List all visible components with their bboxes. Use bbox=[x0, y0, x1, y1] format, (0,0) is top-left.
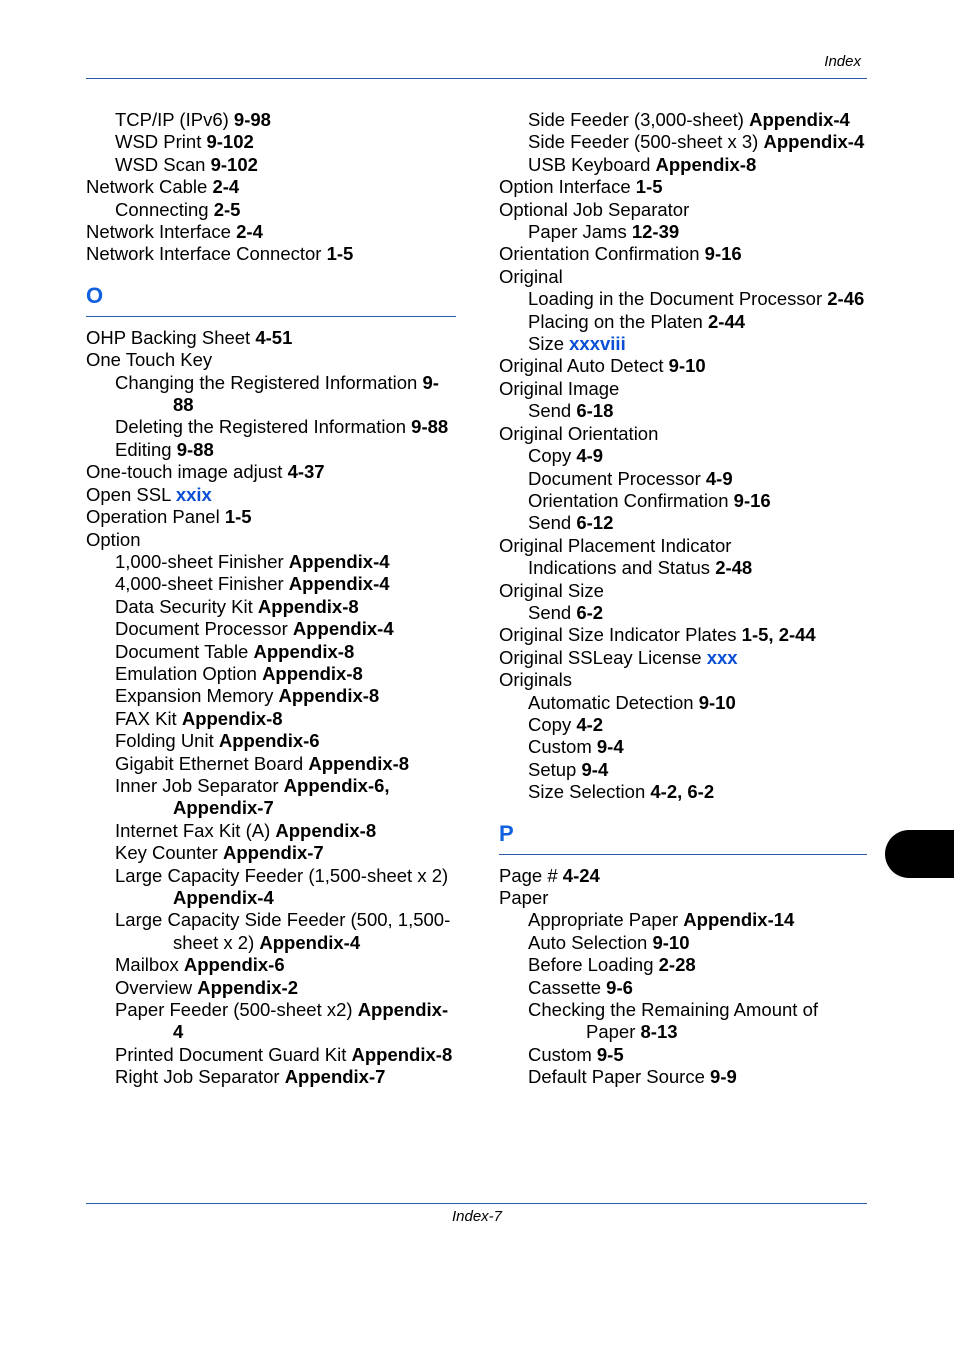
index-entry bbox=[499, 647, 867, 669]
index-entry bbox=[499, 333, 867, 355]
index-term: Side Feeder (3,000-sheet) bbox=[528, 109, 744, 130]
index-term: Right Job Separator bbox=[115, 1066, 280, 1088]
index-page-ref: 4-24 bbox=[562, 864, 600, 886]
index-term: Gigabit Ethernet Board bbox=[115, 752, 304, 774]
index-entry bbox=[499, 624, 867, 646]
running-header: Index bbox=[824, 53, 861, 70]
index-term: Originals bbox=[499, 669, 572, 691]
index-entry bbox=[86, 730, 456, 752]
index-page-ref: 9-6 bbox=[606, 976, 633, 998]
index-term: Mailbox bbox=[115, 954, 179, 976]
index-term: Indications and Status bbox=[528, 557, 711, 579]
index-entry bbox=[499, 781, 867, 803]
index-page-ref: 2-28 bbox=[658, 954, 696, 976]
index-page-ref: 9-102 bbox=[206, 131, 254, 153]
entry-group bbox=[86, 327, 456, 1089]
index-page-ref: Appendix-6, Appendix-7 bbox=[173, 774, 390, 819]
index-entry bbox=[86, 842, 456, 864]
index-entry bbox=[499, 221, 867, 243]
index-entry bbox=[499, 512, 867, 534]
index-entry bbox=[499, 154, 867, 176]
index-term: Key Counter bbox=[115, 842, 218, 864]
index-entry bbox=[86, 618, 456, 640]
index-term: Custom bbox=[528, 736, 592, 758]
index-page-ref: 9-16 bbox=[733, 489, 771, 511]
index-page-ref: Appendix-4 bbox=[173, 999, 449, 1043]
index-entry bbox=[86, 154, 456, 176]
index-page-ref: Appendix-4 bbox=[292, 618, 394, 640]
index-entry bbox=[86, 909, 456, 954]
index-page-ref: 9-10 bbox=[652, 931, 690, 953]
section-letter-heading: O bbox=[86, 282, 456, 317]
index-term: Editing bbox=[115, 438, 172, 460]
index-entry bbox=[86, 131, 456, 153]
index-page-ref: 2-4 bbox=[236, 221, 263, 243]
index-entry bbox=[499, 977, 867, 999]
index-term: Appropriate Paper bbox=[528, 909, 679, 931]
index-term: FAX Kit bbox=[115, 707, 177, 729]
index-entry bbox=[499, 355, 867, 377]
index-term: Custom bbox=[528, 1043, 592, 1065]
index-term: Checking the Remaining Amount of Paper bbox=[528, 999, 819, 1043]
index-entry bbox=[86, 221, 456, 243]
index-page-ref: 9-4 bbox=[596, 736, 624, 758]
index-page-ref: Appendix-4 bbox=[173, 887, 274, 908]
index-page-ref: 9-88 bbox=[411, 416, 449, 438]
index-term: Automatic Detection bbox=[528, 691, 694, 713]
index-entry bbox=[499, 999, 867, 1044]
index-entry bbox=[499, 602, 867, 624]
index-entry bbox=[499, 378, 867, 400]
index-term: Paper Jams bbox=[528, 221, 627, 243]
index-term: Original Placement Indicator bbox=[499, 534, 732, 556]
index-page-ref: 9-9 bbox=[710, 1066, 737, 1088]
index-page-link[interactable]: xxx bbox=[706, 646, 738, 668]
index-term: Data Security Kit bbox=[115, 595, 253, 617]
index-term: Connecting bbox=[115, 198, 209, 220]
index-page-ref: Appendix-8 bbox=[181, 707, 283, 729]
index-page-ref: Appendix-6 bbox=[183, 954, 285, 976]
index-entry bbox=[86, 663, 456, 685]
index-entry bbox=[499, 865, 867, 887]
index-entry bbox=[86, 977, 456, 999]
index-term: Copy bbox=[528, 445, 572, 467]
index-entry bbox=[499, 400, 867, 422]
index-page-ref: Appendix-4 bbox=[259, 931, 361, 953]
index-term: Emulation Option bbox=[115, 662, 257, 684]
index-term: Orientation Confirmation bbox=[528, 489, 729, 511]
index-entry bbox=[86, 506, 456, 528]
index-page-ref: Appendix-4 bbox=[749, 109, 850, 130]
index-entry bbox=[499, 468, 867, 490]
index-term: TCP/IP (IPv6) bbox=[115, 109, 229, 130]
index-entry bbox=[499, 909, 867, 931]
index-term: Option bbox=[86, 528, 141, 550]
index-page-ref: 9-102 bbox=[210, 153, 258, 175]
index-page-ref: 9-88 bbox=[173, 371, 439, 416]
index-entry bbox=[86, 327, 456, 349]
index-term: Before Loading bbox=[528, 954, 654, 976]
index-page-ref: Appendix-7 bbox=[222, 842, 324, 864]
entry-group bbox=[86, 109, 456, 266]
index-page-ref: Appendix-8 bbox=[308, 752, 410, 774]
index-term: Default Paper Source bbox=[528, 1066, 705, 1088]
index-term: Send bbox=[528, 512, 572, 534]
index-entry bbox=[499, 954, 867, 976]
index-entry bbox=[86, 1044, 456, 1066]
index-term: Network Interface Connector bbox=[86, 243, 322, 265]
index-term: Document Table bbox=[115, 640, 249, 662]
index-page-ref: 12-39 bbox=[631, 221, 680, 243]
index-term: Large Capacity Side Feeder (500, 1,500-sheet x 2) bbox=[115, 909, 451, 953]
index-entry bbox=[86, 109, 456, 131]
index-page-link[interactable]: xxix bbox=[175, 483, 212, 505]
index-page-ref: 4-9 bbox=[705, 467, 733, 489]
index-term: Side Feeder (500-sheet x 3) bbox=[528, 131, 759, 153]
index-page-ref: 4-37 bbox=[287, 461, 325, 483]
footer-rule bbox=[86, 1203, 867, 1204]
index-term: Internet Fax Kit (A) bbox=[115, 819, 271, 841]
index-entry bbox=[499, 176, 867, 198]
index-page-ref: 2-44 bbox=[708, 310, 746, 332]
index-term: Original Orientation bbox=[499, 422, 659, 444]
index-entry bbox=[499, 423, 867, 445]
entry-group bbox=[499, 865, 867, 1089]
index-term: 1,000-sheet Finisher bbox=[115, 550, 284, 572]
index-entry bbox=[499, 759, 867, 781]
index-page-ref: Appendix-14 bbox=[683, 909, 795, 931]
index-entry bbox=[86, 551, 456, 573]
index-entry bbox=[86, 573, 456, 595]
index-term: Orientation Confirmation bbox=[499, 243, 700, 265]
index-term: Open SSL bbox=[86, 483, 171, 505]
section-letter-heading: P bbox=[499, 820, 867, 855]
index-entry bbox=[499, 692, 867, 714]
index-term: Original Size bbox=[499, 579, 604, 601]
index-page-ref: 2-4 bbox=[212, 176, 240, 198]
index-term: Original Auto Detect bbox=[499, 355, 664, 377]
index-term: Optional Job Separator bbox=[499, 198, 690, 220]
index-entry bbox=[86, 349, 456, 371]
index-entry bbox=[499, 199, 867, 221]
index-page-ref: 4-9 bbox=[576, 445, 604, 467]
index-page-ref: 4-2 bbox=[576, 713, 604, 735]
index-entry bbox=[86, 596, 456, 618]
index-entry bbox=[86, 753, 456, 775]
index-term: Original SSLeay License bbox=[499, 646, 702, 668]
index-page-ref: 1-5 bbox=[326, 243, 354, 265]
index-page-link[interactable]: xxxviii bbox=[569, 333, 626, 355]
index-term: Placing on the Platen bbox=[528, 310, 703, 332]
page-number: Index-7 bbox=[451, 1208, 503, 1225]
index-term: Original Size Indicator Plates bbox=[499, 624, 737, 646]
index-page-ref: Appendix-8 bbox=[275, 819, 377, 841]
index-entry bbox=[86, 999, 456, 1044]
index-term: Large Capacity Feeder (1,500-sheet x 2) bbox=[115, 864, 449, 886]
index-entry bbox=[499, 1066, 867, 1088]
index-page-ref: 4-2, 6-2 bbox=[650, 781, 715, 803]
index-page-ref: Appendix-8 bbox=[262, 662, 363, 684]
index-page-ref: 2-5 bbox=[213, 198, 241, 220]
index-page-ref: 9-4 bbox=[581, 758, 609, 780]
index-entry bbox=[499, 535, 867, 557]
index-term: Overview bbox=[115, 976, 193, 998]
index-entry bbox=[86, 708, 456, 730]
index-term: Original Image bbox=[499, 377, 620, 399]
index-entry bbox=[86, 416, 456, 438]
index-page-ref: Appendix-8 bbox=[351, 1043, 453, 1065]
index-page-ref: 9-10 bbox=[668, 355, 706, 377]
index-entry bbox=[86, 775, 456, 820]
index-term: Inner Job Separator bbox=[115, 774, 279, 796]
index-entry bbox=[499, 109, 867, 131]
index-page-ref: 9-16 bbox=[704, 243, 742, 265]
index-entry bbox=[499, 736, 867, 758]
index-entry bbox=[86, 461, 456, 483]
index-page-ref: 6-12 bbox=[576, 512, 614, 534]
index-term: One Touch Key bbox=[86, 349, 213, 371]
index-term: Network Interface bbox=[86, 221, 231, 243]
index-entry bbox=[499, 266, 867, 288]
index-entry bbox=[86, 865, 456, 910]
index-page-ref: 8-13 bbox=[640, 1021, 678, 1043]
index-entry bbox=[499, 887, 867, 909]
index-entry bbox=[499, 669, 867, 691]
index-entry bbox=[499, 1044, 867, 1066]
index-page-ref: 1-5 bbox=[635, 176, 663, 198]
index-column-left bbox=[86, 109, 456, 1089]
index-term: Document Processor bbox=[528, 467, 701, 489]
index-page-ref: 9-88 bbox=[176, 438, 214, 460]
section-o bbox=[86, 282, 456, 317]
index-term: Original bbox=[499, 265, 563, 287]
index-page-ref: Appendix-2 bbox=[197, 976, 298, 998]
index-page-ref: 6-18 bbox=[576, 400, 614, 422]
index-page-ref: 1-5 bbox=[224, 506, 252, 528]
index-page-ref: Appendix-8 bbox=[257, 595, 359, 617]
index-page-ref: Appendix-6 bbox=[218, 730, 320, 752]
index-page-ref: Appendix-8 bbox=[655, 153, 757, 175]
index-page-ref: Appendix-4 bbox=[288, 550, 390, 572]
index-entry bbox=[86, 685, 456, 707]
index-page-ref: Appendix-8 bbox=[278, 685, 380, 707]
index-term: WSD Scan bbox=[115, 153, 206, 175]
index-entry bbox=[86, 529, 456, 551]
index-term: Size bbox=[528, 333, 564, 355]
index-entry bbox=[499, 311, 867, 333]
index-entry bbox=[86, 954, 456, 976]
index-entry bbox=[86, 820, 456, 842]
index-page-ref: Appendix-8 bbox=[253, 640, 355, 662]
index-entry bbox=[499, 243, 867, 265]
section-p bbox=[499, 820, 867, 855]
index-entry bbox=[86, 176, 456, 198]
index-term: Send bbox=[528, 400, 572, 422]
index-page-ref: 9-5 bbox=[596, 1043, 624, 1065]
index-term: Page # bbox=[499, 864, 558, 886]
index-term: Expansion Memory bbox=[115, 685, 274, 707]
index-term: Paper bbox=[499, 887, 549, 908]
index-term: Operation Panel bbox=[86, 506, 220, 528]
index-page-ref: 1-5, 2-44 bbox=[741, 624, 816, 646]
index-entry bbox=[86, 641, 456, 663]
index-entry bbox=[499, 932, 867, 954]
index-page-ref: 4-51 bbox=[255, 326, 293, 348]
index-term: Setup bbox=[528, 758, 577, 780]
index-term: OHP Backing Sheet bbox=[86, 326, 251, 348]
index-column-right bbox=[499, 109, 867, 1089]
index-term: Send bbox=[528, 601, 572, 623]
index-term: Folding Unit bbox=[115, 730, 214, 752]
header-rule bbox=[86, 78, 867, 79]
index-page-ref: 6-2 bbox=[576, 601, 604, 623]
index-term: Printed Document Guard Kit bbox=[115, 1043, 347, 1065]
index-entry bbox=[499, 288, 867, 310]
index-term: 4,000-sheet Finisher bbox=[115, 573, 284, 595]
index-page-ref: Appendix-4 bbox=[288, 573, 390, 595]
index-term: Auto Selection bbox=[528, 931, 648, 953]
index-term: Option Interface bbox=[499, 176, 631, 198]
index-term: USB Keyboard bbox=[528, 153, 651, 175]
index-term: Changing the Registered Information bbox=[115, 371, 418, 393]
index-entry bbox=[86, 1066, 456, 1088]
index-entry bbox=[86, 199, 456, 221]
index-entry bbox=[86, 243, 456, 265]
index-page-ref: 9-10 bbox=[698, 691, 736, 713]
index-term: Network Cable bbox=[86, 176, 208, 198]
entry-group bbox=[499, 109, 867, 804]
index-entry bbox=[499, 580, 867, 602]
index-term: Paper Feeder (500-sheet x2) bbox=[115, 999, 353, 1021]
index-term: Cassette bbox=[528, 976, 602, 998]
index-page-ref: 2-48 bbox=[715, 557, 753, 579]
index-entry bbox=[86, 372, 456, 417]
index-term: Size Selection bbox=[528, 781, 646, 803]
index-term: Deleting the Registered Information bbox=[115, 416, 407, 438]
index-page-ref: 9-98 bbox=[233, 109, 271, 130]
index-entry bbox=[499, 557, 867, 579]
chapter-tab-marker bbox=[885, 830, 954, 878]
index-term: Copy bbox=[528, 713, 572, 735]
index-entry bbox=[499, 490, 867, 512]
index-page-ref: Appendix-7 bbox=[284, 1066, 386, 1088]
index-term: Loading in the Document Processor bbox=[528, 288, 823, 310]
index-entry bbox=[86, 439, 456, 461]
index-page-ref: 2-46 bbox=[827, 288, 865, 310]
index-term: WSD Print bbox=[115, 131, 202, 153]
index-entry bbox=[499, 445, 867, 467]
index-page-ref: Appendix-4 bbox=[763, 131, 865, 153]
index-entry bbox=[499, 131, 867, 153]
index-entry bbox=[86, 484, 456, 506]
index-term: One-touch image adjust bbox=[86, 461, 283, 483]
index-entry bbox=[499, 714, 867, 736]
index-term: Document Processor bbox=[115, 618, 288, 640]
